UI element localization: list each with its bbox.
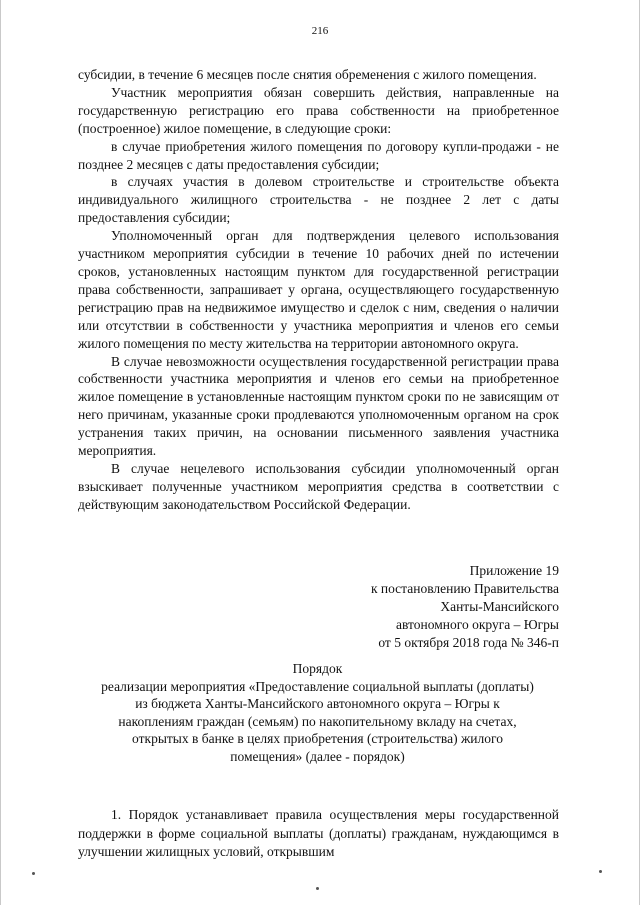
appendix-line: к постановлению Правительства bbox=[370, 581, 559, 596]
page-number: 216 bbox=[311, 25, 329, 37]
scan-speck bbox=[316, 887, 319, 890]
order-heading: Порядок bbox=[292, 661, 343, 676]
order-title-line: из бюджета Ханты-Мансийского автономного округа – Югры к bbox=[135, 696, 500, 712]
paragraph: в случаях участия в долевом строительстве и строительстве объекта индивидуального жилищного строительства - не позднее 2 лет с даты предоставления субсидии; bbox=[78, 174, 559, 226]
paragraph-continuation: субсидии, в течение 6 месяцев после снятия обременения с жилого помещения. bbox=[78, 67, 537, 82]
order-title-line: помещения» (далее - порядок) bbox=[230, 748, 405, 764]
appendix-line: автономного округа – Югры bbox=[396, 617, 559, 632]
scan-left-edge bbox=[0, 0, 1, 905]
paragraph: в случае приобретения жилого помещения по договору купли-продажи - не позднее 2 месяцев с даты предоставления субсидии; bbox=[78, 138, 559, 172]
paragraph: Уполномоченный орган для подтверждения целевого использования участником мероприятия субсидии в течение 10 рабочих дней по истечении сроков, установленных настоящим пунктом для государственной регистрации права собственности, запрашивает у органа, осуществляющего государственную регистрацию прав на недвижимое имущество и сделок с ним, сведения о наличии или отсутствии в собственности у участника мероприятия и членов его семьи жилого помещения по месту жительства на территории автономного округа. bbox=[78, 228, 559, 351]
appendix-line: от 5 октября 2018 года № 346-п bbox=[378, 635, 559, 650]
body-text bbox=[78, 66, 559, 514]
scan-speck bbox=[32, 872, 35, 875]
appendix-line: Ханты-Мансийского bbox=[440, 599, 559, 614]
order-title-line: открытых в банке в целях приобретения (строительства) жилого bbox=[132, 731, 503, 747]
appendix-line: Приложение 19 bbox=[469, 563, 559, 578]
order-title-line: накоплениям граждан (семьям) по накопительному вкладу на счетах, bbox=[118, 713, 517, 729]
paragraph: В случае нецелевого использования субсидии уполномоченный орган взыскивает полученные участником мероприятия средства в соответствии с действующим законодательством Российской Федерации. bbox=[78, 460, 559, 512]
appendix-header bbox=[300, 562, 559, 652]
clause-text: 1. Порядок устанавливает правила осуществления меры государственной поддержки в форме социальной выплаты (доплаты) гражданам, нуждающимся в улучшении жилищных условий, открывшим bbox=[78, 807, 559, 860]
order-title bbox=[70, 660, 565, 766]
order-title-line: реализации мероприятия «Предоставление социальной выплаты (доплаты) bbox=[101, 678, 534, 694]
clause-1 bbox=[78, 806, 559, 862]
paragraph: Участник мероприятия обязан совершить действия, направленные на государственную регистрацию его права собственности на приобретенное (построенное) жилое помещение, в следующие сроки: bbox=[78, 84, 559, 136]
scan-speck bbox=[599, 870, 602, 873]
paragraph: В случае невозможности осуществления государственной регистрации права собственности участника мероприятия и членов его семьи на приобретенное жилое помещение в установленные настоящим пунктом сроки по не зависящим от него причинам, указанные сроки продлеваются уполномоченным органом на срок устранения таких причин, на основании письменного заявления участника мероприятия. bbox=[78, 353, 559, 459]
